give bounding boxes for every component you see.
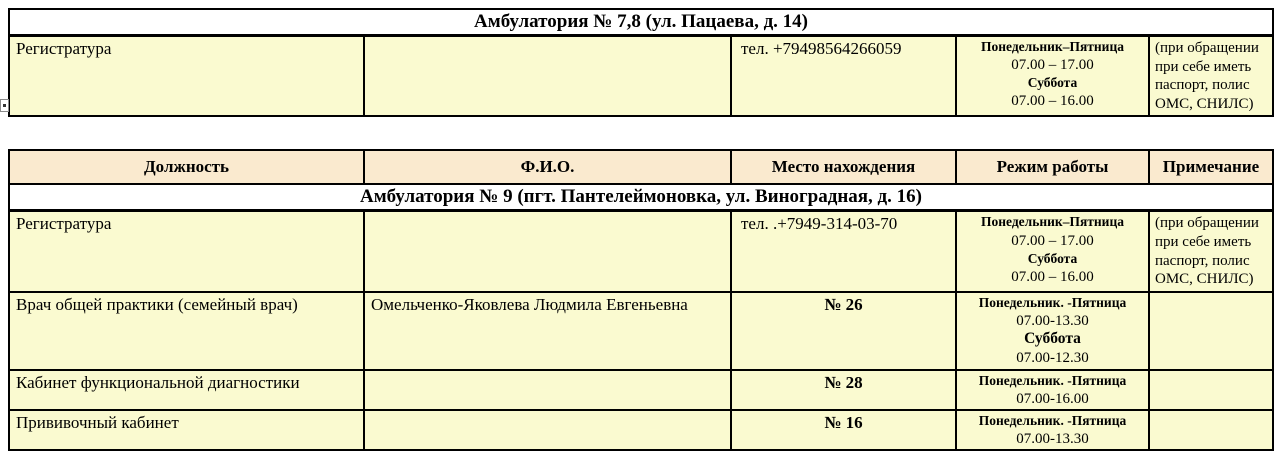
- cell-position: Прививочный кабинет: [9, 410, 364, 450]
- cell-location: тел. +79498564266059: [731, 36, 956, 117]
- cell-schedule: [956, 370, 1149, 410]
- table2-section-title: Амбулатория № 9 (пгт. Пантелеймоновка, ул. Виноградная, д. 16): [9, 184, 1273, 211]
- schedule-days-line: Понедельник–Пятница: [981, 214, 1124, 230]
- cell-fio: [364, 36, 731, 117]
- table-anchor-handle-icon[interactable]: [0, 99, 9, 112]
- cell-fio: Омельченко-Яковлева Людмила Евгеньевна: [364, 292, 731, 370]
- table-row: [9, 36, 1273, 117]
- cell-note: [1149, 370, 1273, 410]
- cell-note: (при обращении при себе иметь паспорт, полис ОМС, СНИЛС): [1149, 211, 1273, 292]
- cell-schedule: [956, 292, 1149, 370]
- cell-position: Регистратура: [9, 211, 364, 292]
- cell-location: № 26: [731, 292, 956, 370]
- table-row: [9, 370, 1273, 410]
- schedule-days-line: Понедельник. -Пятница: [978, 294, 1127, 310]
- schedule-hours-line: 07.00 – 16.00: [1011, 268, 1094, 285]
- schedule-days-line: Понедельник–Пятница: [981, 39, 1124, 54]
- cell-position: Врач общей практики (семейный врач): [9, 292, 364, 370]
- cell-location: тел. .+7949-314-03-70: [731, 211, 956, 292]
- schedule-hours-line: 07.00 – 16.00: [1011, 93, 1094, 110]
- schedule-days-line: Суббота: [1024, 329, 1081, 347]
- table-row: [9, 211, 1273, 292]
- cell-position: Кабинет функциональной диагностики: [9, 370, 364, 410]
- column-header-row: [9, 150, 1273, 184]
- cell-note: [1149, 410, 1273, 450]
- cell-schedule: [956, 36, 1149, 117]
- table-row: [9, 292, 1273, 370]
- cell-position: Регистратура: [9, 36, 364, 117]
- header-schedule: Режим работы: [956, 150, 1149, 184]
- table-ambulatory-9: [8, 149, 1274, 451]
- cell-fio: [364, 211, 731, 292]
- schedule-days-line: Понедельник. -Пятница: [978, 412, 1127, 428]
- header-position: Должность: [9, 150, 364, 184]
- table1-title: Амбулатория № 7,8 (ул. Пацаева, д. 14): [9, 9, 1273, 36]
- document-page: [8, 8, 1274, 451]
- tables-gap: [8, 117, 1274, 149]
- schedule-hours-line: 07.00 – 17.00: [1011, 57, 1094, 74]
- cell-location: № 28: [731, 370, 956, 410]
- header-fio: Ф.И.О.: [364, 150, 731, 184]
- schedule-hours-line: 07.00-13.30: [1016, 312, 1089, 329]
- schedule-days-line: Суббота: [1027, 75, 1078, 91]
- cell-schedule: [956, 410, 1149, 450]
- cell-fio: [364, 370, 731, 410]
- schedule-hours-line: 07.00-13.30: [1016, 431, 1089, 448]
- cell-fio: [364, 410, 731, 450]
- table-row: [9, 410, 1273, 450]
- schedule-days-line: Понедельник. -Пятница: [978, 372, 1127, 388]
- schedule-hours-line: 07.00-12.30: [1016, 349, 1089, 366]
- cell-note: (при обращении при себе иметь паспорт, полис ОМС, СНИЛС): [1149, 36, 1273, 117]
- cell-schedule: [956, 211, 1149, 292]
- schedule-days-line: Суббота: [1027, 250, 1078, 266]
- cell-location: № 16: [731, 410, 956, 450]
- schedule-hours-line: 07.00-16.00: [1016, 390, 1089, 407]
- header-location: Место нахождения: [731, 150, 956, 184]
- header-note: Примечание: [1149, 150, 1273, 184]
- table-ambulatory-7-8: [8, 8, 1274, 117]
- schedule-hours-line: 07.00 – 17.00: [1011, 232, 1094, 249]
- cell-note: [1149, 292, 1273, 370]
